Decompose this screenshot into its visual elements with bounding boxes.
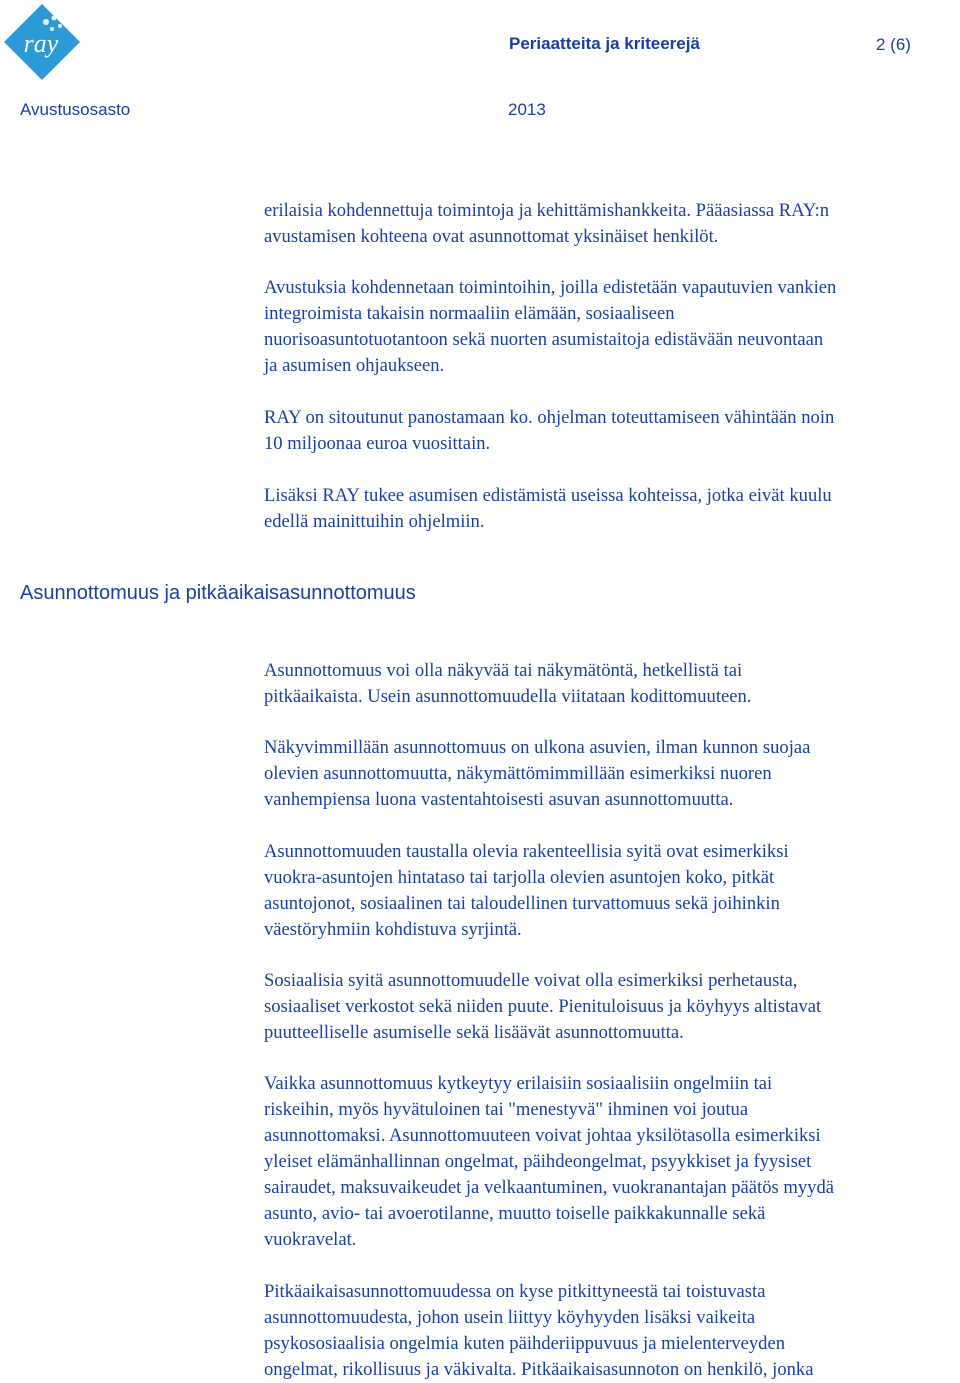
department-label: Avustusosasto — [20, 100, 131, 119]
paragraph-10: Pitkäaikaisasunnottomuudessa on kyse pitkittyneestä tai toistuvasta asunnottomuudesta, johon usein liittyy köyhyyden lisäksi vaikeita psykososiaalisia ongelmia kuten päihderiippuvuus ja mielenterveyden ongelmat, rikollisuus ja väkivalta. Pitkäaikaisasunnoton on henkilö, jonka — [264, 1281, 814, 1380]
document-title: Periaatteita ja kriteerejä — [509, 34, 700, 53]
page-number: 2 (6) — [876, 35, 911, 54]
paragraph-1: erilaisia kohdennettuja toimintoja ja kehittämishankkeita. Pääasiassa RAY:n avustamisen kohteena ovat asunnottomat yksinäiset henkilöt. — [264, 200, 830, 247]
section-heading: Asunnottomuus ja pitkäaikaisasunnottomuus — [20, 582, 416, 604]
paragraph-7: Asunnottomuuden taustalla olevia rakenteellisia syitä ovat esimerkiksi vuokra-asuntojen hintataso tai tarjolla olevien asuntojen koko, pitkät asuntojonot, sosiaalinen tai taloudellinen turvattomuus sekä joihinkin väestöryhmiin kohdistuva syrjintä. — [264, 841, 789, 940]
paragraph-2: Avustuksia kohdennetaan toimintoihin, joilla edistetään vapautuvien vankien integroimista takaisin normaaliin elämään, sosiaaliseen nuorisoasuntotuotantoon sekä nuorten asumistaitoja edistävään neuvontaan ja asumisen ohjaukseen. — [264, 277, 837, 376]
ray-logo — [2, 2, 82, 82]
paragraph-6: Näkyvimmillään asunnottomuus on ulkona asuvien, ilman kunnon suojaa olevien asunnottomuutta, näkymättömimmillään esimerkiksi nuoren vanhempiensa luona vastentahtoisesti asuvan asunnottomuutta. — [264, 737, 811, 810]
year-label: 2013 — [508, 100, 546, 119]
paragraph-5: Asunnottomuus voi olla näkyvää tai näkymätöntä, hetkellistä tai pitkäaikaista. Usein asunnottomuudella viitataan kodittomuuteen. — [264, 660, 752, 707]
paragraph-8: Sosiaalisia syitä asunnottomuudelle voivat olla esimerkiksi perhetausta, sosiaaliset verkostot sekä niiden puute. Pienituloisuus ja köyhyys altistavat puutteelliselle asumiselle sekä lisäävät asunnottomuutta. — [264, 970, 822, 1043]
paragraph-3: RAY on sitoutunut panostamaan ko. ohjelman toteuttamiseen vähintään noin 10 miljoonaa euroa vuosittain. — [264, 407, 835, 454]
logo-text: ray — [23, 29, 59, 58]
paragraph-4: Lisäksi RAY tukee asumisen edistämistä useissa kohteissa, jotka eivät kuulu edellä mainittuihin ohjelmiin. — [264, 485, 832, 532]
paragraph-9: Vaikka asunnottomuus kytkeytyy erilaisiin sosiaalisiin ongelmiin tai riskeihin, myös hyvätuloinen tai "menestyvä" ihminen voi joutua asunnottomaksi. Asunnottomuuteen voivat johtaa yksilötasolla esimerkiksi yleiset elämänhallinnan ongelmat, päihdeongelmat, psyykkiset ja fyysiset sairaudet, maksuvaikeudet ja velkaantuminen, vuokranantajan päätös myydä asunto, avio- tai avoerotilanne, muutto toiselle paikkakunnalle sekä vuokravelat. — [264, 1073, 835, 1250]
